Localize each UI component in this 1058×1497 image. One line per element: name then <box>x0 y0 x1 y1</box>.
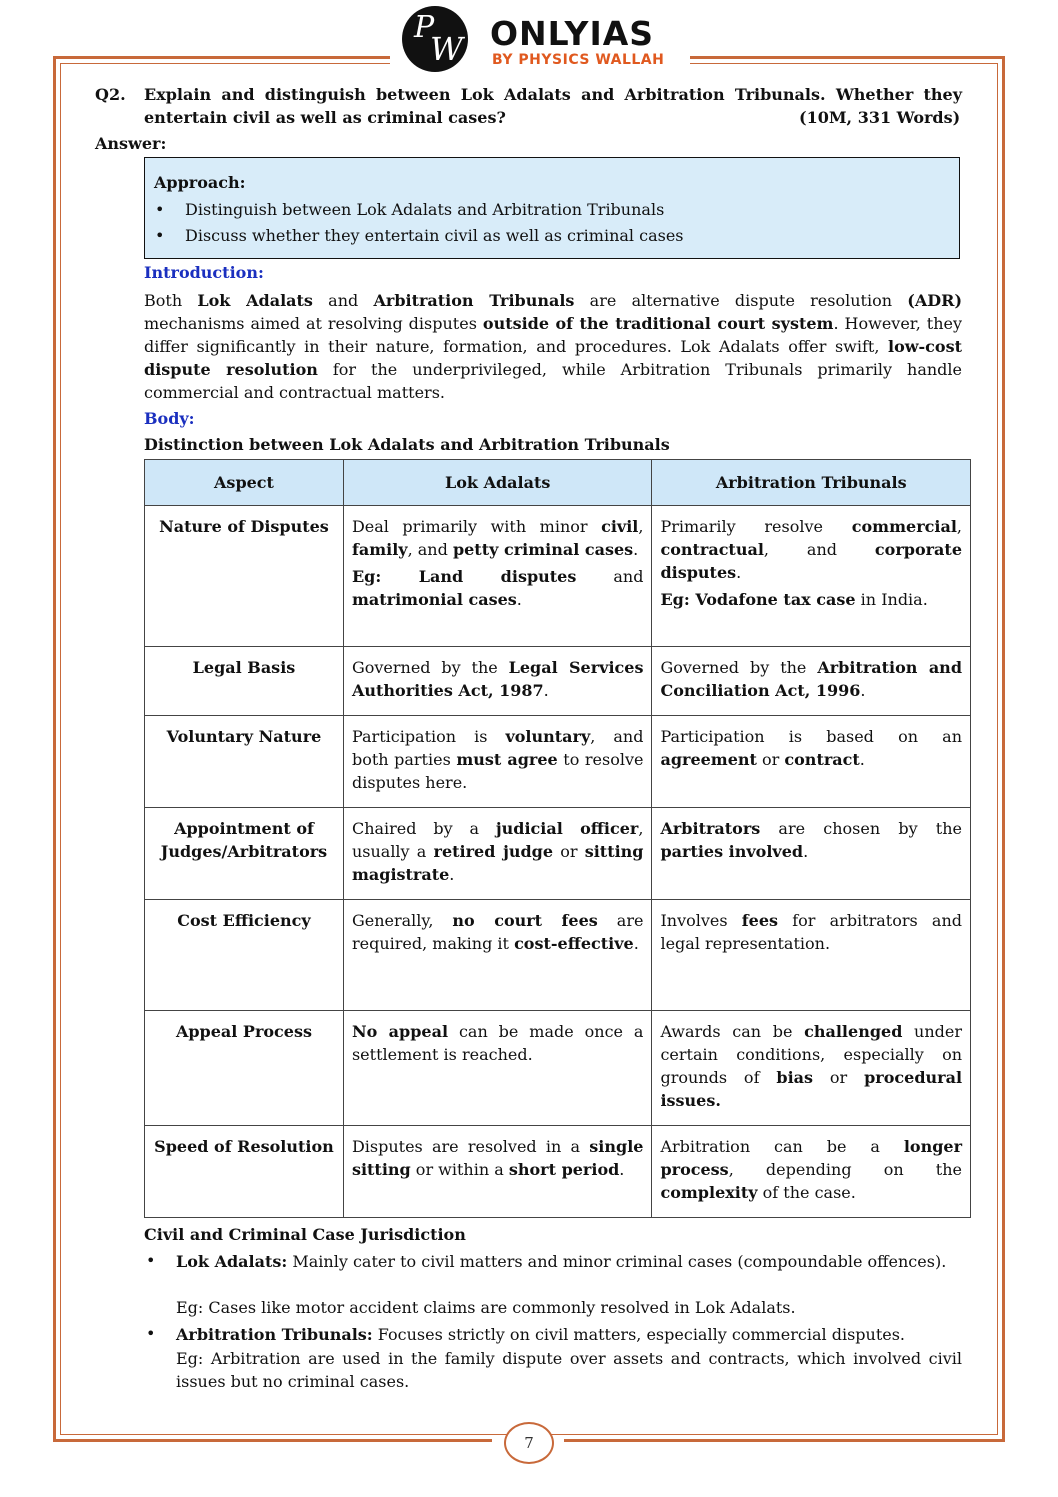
arbitration-cell <box>652 900 971 1011</box>
cell-text: . <box>859 750 865 769</box>
arbitration-cell <box>652 716 971 808</box>
arbitration-cell <box>652 808 971 900</box>
intro-text: and <box>312 291 374 310</box>
cell-bold-text: cost-effective <box>514 934 634 953</box>
cell-paragraph <box>660 725 962 771</box>
table-row <box>145 808 971 900</box>
cell-text: Generally, <box>351 911 453 930</box>
cell-text: and <box>576 567 644 586</box>
pw-logo-letter-w: W <box>430 30 463 68</box>
cell-text: or <box>553 842 585 861</box>
cell-text: are chosen by the <box>760 819 962 838</box>
arbitration-cell <box>652 647 971 716</box>
cell-text: Disputes are resolved in a <box>351 1137 590 1156</box>
table-row <box>145 900 971 1011</box>
distinction-table <box>144 459 971 1218</box>
cell-bold-text: fees <box>741 911 779 930</box>
cell-paragraph <box>352 817 644 886</box>
cell-paragraph <box>660 909 962 955</box>
column-header: Aspect <box>145 460 344 506</box>
cell-text: , depending on the <box>728 1160 962 1179</box>
cell-paragraph <box>352 656 644 702</box>
cell-paragraph <box>660 1020 962 1112</box>
lok-adalat-cell <box>343 647 652 716</box>
intro-bold: outside of the traditional court system <box>482 314 834 333</box>
cell-text: to resolve disputes here. <box>351 750 644 792</box>
cell-text: Involves <box>660 911 742 930</box>
cell-text: can be made once a settlement is reached. <box>351 1022 644 1064</box>
cell-bold-text: Legal Services Authorities Act, 1987 <box>351 658 644 700</box>
cell-bold-text: contractual <box>660 540 764 559</box>
cell-bold-text: contract <box>784 750 860 769</box>
cell-text: . <box>619 1160 625 1179</box>
cell-paragraph <box>352 909 644 955</box>
aspect-cell: Appointment of Judges/Arbitrators <box>145 808 344 900</box>
cell-bold-text: commercial <box>851 517 957 536</box>
cell-paragraph <box>352 1020 644 1066</box>
cell-text: for arbitrators and legal representation. <box>660 911 962 953</box>
cell-paragraph <box>352 565 644 611</box>
pw-logo-icon <box>402 6 468 72</box>
cell-text: . <box>803 842 809 861</box>
cell-bold-text: family <box>351 540 408 559</box>
cell-text: , <box>956 517 962 536</box>
question-marks: (10M, 331 Words) <box>799 108 961 127</box>
column-header: Arbitration Tribunals <box>652 460 971 506</box>
cell-paragraph <box>352 725 644 794</box>
cell-text: , and <box>763 540 875 559</box>
approach-box <box>144 157 960 259</box>
table-header-row <box>145 460 971 506</box>
question-line-1: Explain and distinguish between Lok Adalats and Arbitration Tribunals. Whether they <box>144 85 962 104</box>
column-header: Lok Adalats <box>343 460 652 506</box>
cell-text: in India. <box>855 590 928 609</box>
jurisdiction-title: Civil and Criminal Case Jurisdiction <box>144 1225 466 1244</box>
table-row <box>145 647 971 716</box>
cell-text: . <box>860 681 866 700</box>
intro-bold: low-cost dispute resolution <box>144 337 962 379</box>
cell-text: Governed by the <box>351 658 509 677</box>
aspect-cell: Voluntary Nature <box>145 716 344 808</box>
table-body <box>145 506 971 1218</box>
cell-text: Participation is <box>351 727 506 746</box>
cell-text: , and <box>407 540 453 559</box>
cell-text: , usually a <box>351 819 644 861</box>
cell-text: under certain conditions, especially on grounds of <box>660 1022 962 1087</box>
cell-text: or <box>756 750 785 769</box>
cell-bold-text: petty criminal cases <box>452 540 634 559</box>
jurisdiction-item <box>176 1323 962 1346</box>
intro-text: are alternative dispute resolution <box>574 291 908 310</box>
cell-paragraph <box>660 656 962 702</box>
cell-bold-text: longer process <box>660 1137 962 1179</box>
lok-adalat-cell <box>343 1126 652 1218</box>
cell-text: Chaired by a <box>351 819 496 838</box>
brand-name: ONLYIAS <box>490 14 655 53</box>
cell-text: are required, making it <box>351 911 644 953</box>
table-title: Distinction between Lok Adalats and Arbitration Tribunals <box>144 435 670 454</box>
cell-text: , <box>638 517 644 536</box>
cell-paragraph <box>660 515 962 584</box>
cell-bold-text: Arbitrators <box>660 819 761 838</box>
cell-text: . <box>543 681 549 700</box>
pw-logo-letter-p: P <box>414 10 435 45</box>
intro-text: mechanisms aimed at resolving disputes <box>144 314 483 333</box>
cell-bold-text: no court fees <box>452 911 598 930</box>
cell-bold-text: Eg: Land disputes <box>351 567 577 586</box>
table-row <box>145 1011 971 1126</box>
cell-bold-text: Arbitration and Conciliation Act, 1996 <box>660 658 963 700</box>
cell-bold-text: matrimonial cases <box>351 590 517 609</box>
cell-bold-text: retired judge <box>433 842 554 861</box>
jurisdiction-item <box>176 1250 962 1273</box>
lok-adalat-cell <box>343 1011 652 1126</box>
cell-text: Arbitration can be a <box>660 1137 904 1156</box>
aspect-cell: Speed of Resolution <box>145 1126 344 1218</box>
cell-text: . <box>736 563 742 582</box>
cell-bold-text: complexity <box>660 1183 758 1202</box>
introduction-paragraph <box>144 289 962 404</box>
page-number: 7 <box>504 1422 554 1464</box>
jurisdiction-text: Focuses strictly on civil matters, especially commercial disputes. <box>372 1325 906 1344</box>
jurisdiction-text: Mainly cater to civil matters and minor criminal cases (compoundable offences). <box>287 1252 947 1271</box>
cell-text: Deal primarily with minor <box>351 517 602 536</box>
jurisdiction-example: Eg: Arbitration are used in the family dispute over assets and contracts, which involved civil issues but no criminal cases. <box>176 1349 962 1391</box>
cell-bold-text: corporate disputes <box>660 540 962 582</box>
cell-text: of the case. <box>757 1183 856 1202</box>
approach-bullet: Discuss whether they entertain civil as well as criminal cases <box>185 226 684 245</box>
cell-bold-text: challenged <box>804 1022 903 1041</box>
cell-text: . <box>633 540 639 559</box>
bullet-icon: • <box>155 226 165 245</box>
cell-text: or <box>813 1068 865 1087</box>
arbitration-cell <box>652 1011 971 1126</box>
onlyias-logo <box>402 6 682 74</box>
cell-bold-text: Eg: Vodafone tax case <box>660 590 856 609</box>
cell-text: or within a <box>410 1160 509 1179</box>
cell-text: , and both parties <box>351 727 644 769</box>
cell-bold-text: sitting magistrate <box>351 842 644 884</box>
answer-label: Answer: <box>95 134 167 153</box>
cell-text: Governed by the <box>660 658 818 677</box>
table-row <box>145 506 971 647</box>
approach-title: Approach: <box>154 173 246 192</box>
cell-paragraph <box>660 817 962 863</box>
cell-text: . <box>633 934 639 953</box>
lok-adalat-cell <box>343 506 652 647</box>
intro-text: . However, they differ significantly in their nature, formation, and procedures. Lok Adalats offer swift, <box>144 314 963 356</box>
cell-bold-text: single sitting <box>351 1137 644 1179</box>
approach-bullet: Distinguish between Lok Adalats and Arbitration Tribunals <box>185 200 665 219</box>
jurisdiction-label: Lok Adalats: <box>176 1252 288 1271</box>
cell-bold-text: procedural issues. <box>660 1068 963 1110</box>
cell-bold-text: voluntary <box>505 727 591 746</box>
introduction-heading: Introduction: <box>144 263 264 282</box>
cell-text: . <box>516 590 522 609</box>
jurisdiction-label: Arbitration Tribunals: <box>176 1325 373 1344</box>
cell-paragraph <box>352 1135 644 1181</box>
cell-paragraph <box>352 515 644 561</box>
lok-adalat-cell <box>343 808 652 900</box>
intro-bold: Arbitration Tribunals <box>373 291 575 310</box>
question-number: Q2. <box>95 85 126 104</box>
cell-bold-text: parties involved <box>660 842 804 861</box>
brand-subtitle: BY PHYSICS WALLAH <box>492 52 665 68</box>
jurisdiction-example: Eg: Cases like motor accident claims are commonly resolved in Lok Adalats. <box>176 1298 796 1317</box>
cell-paragraph <box>660 1135 962 1204</box>
bullet-icon: • <box>146 1324 156 1343</box>
intro-text: for the underprivileged, while Arbitration Tribunals primarily handle commercial and contractual matters. <box>144 360 962 402</box>
arbitration-cell <box>652 506 971 647</box>
bullet-icon: • <box>146 1251 156 1270</box>
cell-bold-text: bias <box>776 1068 814 1087</box>
table-row <box>145 716 971 808</box>
aspect-cell: Nature of Disputes <box>145 506 344 647</box>
cell-bold-text: No appeal <box>351 1022 449 1041</box>
arbitration-cell <box>652 1126 971 1218</box>
cell-bold-text: agreement <box>660 750 757 769</box>
lok-adalat-cell <box>343 716 652 808</box>
lok-adalat-cell <box>343 900 652 1011</box>
aspect-cell: Legal Basis <box>145 647 344 716</box>
cell-paragraph <box>660 588 962 611</box>
question-line-2: entertain civil as well as criminal cases? <box>144 108 506 127</box>
cell-bold-text: short period <box>508 1160 620 1179</box>
cell-text: Participation is based on an <box>660 727 962 746</box>
intro-bold: Lok Adalats <box>197 291 313 310</box>
body-heading: Body: <box>144 409 195 428</box>
cell-bold-text: civil <box>601 517 639 536</box>
aspect-cell: Appeal Process <box>145 1011 344 1126</box>
cell-bold-text: judicial officer <box>495 819 639 838</box>
table-row <box>145 1126 971 1218</box>
cell-text: . <box>449 865 455 884</box>
aspect-cell: Cost Efficiency <box>145 900 344 1011</box>
cell-bold-text: must agree <box>456 750 558 769</box>
intro-text: Both <box>144 291 198 310</box>
cell-text: Awards can be <box>660 1022 805 1041</box>
bullet-icon: • <box>155 200 165 219</box>
cell-text: Primarily resolve <box>660 517 852 536</box>
intro-bold: (ADR) <box>907 291 963 310</box>
